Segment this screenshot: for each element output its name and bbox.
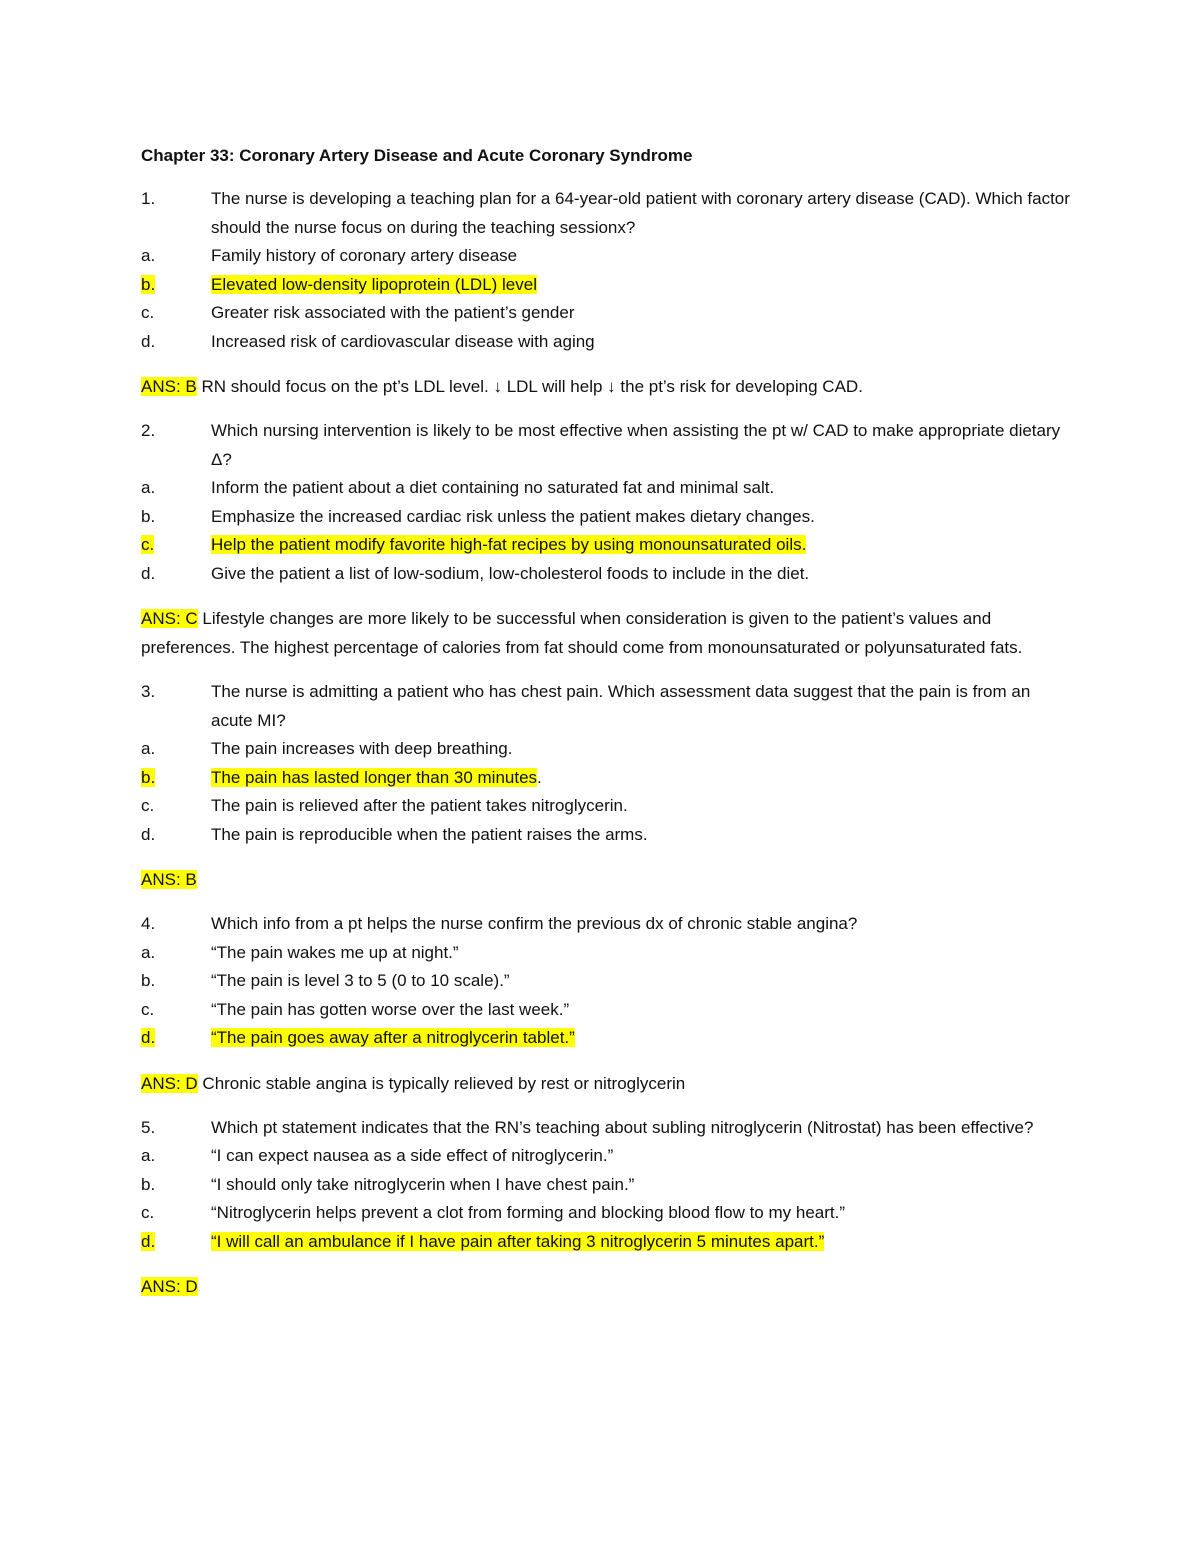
option-a: [141, 735, 1071, 764]
question-number: 5.: [141, 1117, 156, 1137]
option-a: [141, 939, 1071, 968]
answer-5: [141, 1272, 1071, 1301]
answer-1: [141, 372, 1071, 401]
question-stem: [141, 678, 1071, 735]
correct-option-text: Elevated low-density lipoprotein (LDL) level: [211, 274, 537, 294]
option-label: b.: [141, 1174, 156, 1194]
correct-option-text: The pain has lasted longer than 30 minutes: [211, 767, 538, 787]
option-c: [141, 996, 1071, 1025]
question-stem: [141, 185, 1071, 242]
answer-2: [141, 604, 1071, 662]
answer-rationale: Chronic stable angina is typically relieved by rest or nitroglycerin: [197, 1073, 686, 1093]
option-label: c.: [141, 999, 155, 1019]
page-content: [141, 143, 1071, 1317]
option-text: “I can expect nausea as a side effect of nitroglycerin.”: [211, 1146, 614, 1165]
question-5: [141, 1114, 1071, 1257]
chapter-title: Chapter 33: Coronary Artery Disease and Acute Coronary Syndrome: [141, 146, 693, 165]
answer-rationale: Lifestyle changes are more likely to be successful when consideration is given to the patient’s values and preferences. The highest percentage of calories from fat should come from monounsaturated or polyunsaturated fats.: [141, 609, 1023, 657]
option-b: [141, 764, 1071, 793]
correct-option-text: “I will call an ambulance if I have pain after taking 3 nitroglycerin 5 minutes apart.”: [211, 1231, 825, 1251]
option-a: [141, 242, 1071, 271]
option-label: c.: [141, 303, 155, 322]
correct-option-text: “The pain goes away after a nitroglycerin tablet.”: [211, 1028, 575, 1047]
option-text: The pain is reproducible when the patient raises the arms.: [211, 824, 648, 844]
question-number: 2.: [141, 421, 156, 440]
option-text: The pain is relieved after the patient takes nitroglycerin.: [211, 796, 628, 815]
option-label-highlighted: c.: [141, 535, 155, 554]
question-stem: [141, 417, 1071, 474]
option-text: “Nitroglycerin helps prevent a clot from forming and blocking blood flow to my heart.”: [211, 1203, 846, 1222]
option-label: c.: [141, 1203, 155, 1222]
option-b: [141, 503, 1071, 532]
option-label: d.: [141, 331, 156, 351]
option-text-suffix: .: [537, 767, 542, 787]
option-label-highlighted: d.: [141, 1231, 156, 1251]
question-text: Which info from a pt helps the nurse confirm the previous dx of chronic stable angina?: [211, 914, 858, 933]
option-text: Family history of coronary artery disease: [211, 246, 518, 265]
question-stem: [141, 1114, 1071, 1143]
question-stem: [141, 910, 1071, 939]
option-text: Give the patient a list of low-sodium, low-cholesterol foods to include in the diet.: [211, 563, 810, 583]
option-c: [141, 299, 1071, 328]
answer-label: ANS: D: [141, 1277, 198, 1296]
option-text: Emphasize the increased cardiac risk unless the patient makes dietary changes.: [211, 506, 815, 526]
option-label: a.: [141, 478, 156, 497]
option-text: Greater risk associated with the patient’s gender: [211, 303, 575, 322]
option-label: c.: [141, 796, 155, 815]
option-b: [141, 1171, 1071, 1200]
question-text: The nurse is developing a teaching plan for a 64-year-old patient with coronary artery disease (CAD). Which factor should the nurse focus on during the teaching sessionx?: [211, 189, 1070, 237]
option-text: Increased risk of cardiovascular disease with aging: [211, 331, 595, 351]
option-text: Inform the patient about a diet containing no saturated fat and minimal salt.: [211, 478, 775, 497]
option-label-highlighted: b.: [141, 274, 156, 294]
option-d: [141, 560, 1071, 589]
option-b: [141, 271, 1071, 300]
option-label-highlighted: d.: [141, 1028, 156, 1047]
question-number: 3.: [141, 682, 156, 701]
answer-label: ANS: B: [141, 870, 197, 889]
option-label: a.: [141, 246, 156, 265]
answer-3: [141, 865, 1071, 894]
answer-4: [141, 1069, 1071, 1098]
question-number: 1.: [141, 189, 156, 208]
option-text: “I should only take nitroglycerin when I have chest pain.”: [211, 1174, 635, 1194]
option-a: [141, 1142, 1071, 1171]
question-number: 4.: [141, 914, 156, 933]
option-label: d.: [141, 563, 156, 583]
option-b: [141, 967, 1071, 996]
question-text: The nurse is admitting a patient who has chest pain. Which assessment data suggest that the pain is from an acute MI?: [211, 682, 1031, 730]
question-3: [141, 678, 1071, 849]
option-label: b.: [141, 971, 156, 990]
option-d: [141, 1228, 1071, 1257]
option-d: [141, 1024, 1071, 1053]
option-d: [141, 328, 1071, 357]
option-d: [141, 821, 1071, 850]
answer-rationale: RN should focus on the pt’s LDL level. ↓ LDL will help ↓ the pt’s risk for developing CAD.: [196, 377, 863, 396]
option-text: The pain increases with deep breathing.: [211, 739, 513, 758]
option-text: “The pain wakes me up at night.”: [211, 942, 459, 962]
option-text: “The pain has gotten worse over the last week.”: [211, 999, 570, 1019]
option-label-highlighted: b.: [141, 767, 156, 787]
question-text: Which pt statement indicates that the RN’s teaching about subling nitroglycerin (Nitrostat) has been effective?: [211, 1117, 1034, 1137]
question-2: [141, 417, 1071, 588]
answer-label: ANS: C: [141, 609, 198, 628]
option-a: [141, 474, 1071, 503]
option-c: [141, 792, 1071, 821]
answer-label: ANS: D: [141, 1073, 198, 1093]
correct-option-text: Help the patient modify favorite high-fat recipes by using monounsaturated oils.: [211, 535, 807, 554]
option-c: [141, 1199, 1071, 1228]
question-text: Which nursing intervention is likely to be most effective when assisting the pt w/ CAD to make appropriate dietary Δ?: [211, 421, 1061, 469]
answer-label: ANS: B: [141, 377, 197, 396]
option-c: [141, 531, 1071, 560]
option-text: “The pain is level 3 to 5 (0 to 10 scale).”: [211, 971, 510, 990]
option-label: d.: [141, 824, 156, 844]
option-label: a.: [141, 942, 156, 962]
question-4: [141, 910, 1071, 1053]
option-label: a.: [141, 739, 156, 758]
option-label: b.: [141, 506, 156, 526]
question-1: [141, 185, 1071, 356]
option-label: a.: [141, 1146, 156, 1165]
